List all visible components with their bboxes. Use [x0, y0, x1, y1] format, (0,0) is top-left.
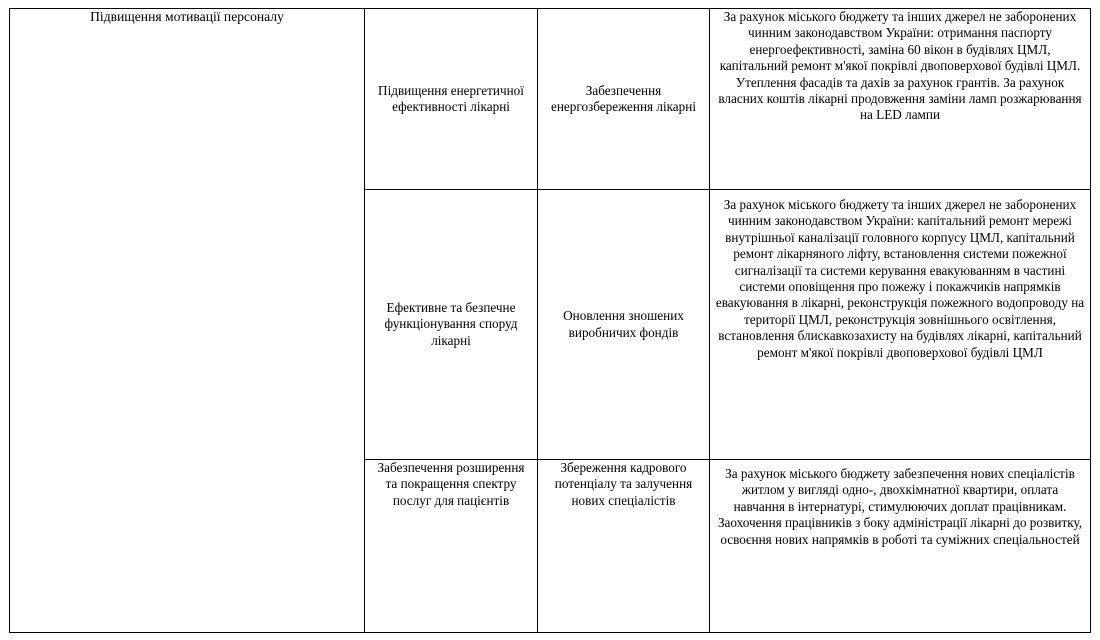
- task-text: Оновлення зношених виробничих фондів: [563, 308, 684, 340]
- direction-text: Підвищення енергетичної ефективності лікарні: [378, 82, 524, 114]
- measures-cell: [710, 9, 1091, 190]
- direction-text: Ефективне та безпечне функціонування споруд лікарні: [384, 299, 518, 348]
- task-cell: [538, 190, 710, 460]
- task-cell: [538, 9, 710, 190]
- task-text: Забезпечення енергозбереження лікарні: [551, 82, 696, 114]
- goal-cell: [10, 9, 365, 633]
- table-row: [10, 9, 1091, 190]
- measures-cell: [710, 190, 1091, 460]
- strategy-table: [9, 8, 1091, 633]
- measures-text: За рахунок міського бюджету та інших джерел не заборонених чинним законодавством України: капітальний ремонт мережі внутрішньої каналізації головного корпусу ЦМЛ, капітальний ремонт лікарняного ліфту, встановлення системи пожежної сигналізації та системи керування евакуюванням в частині системи оповіщення про пожежу і покажчиків напрямків евакуювання в лікарні, реконструкція пожежного водопроводу на території ЦМЛ, реконструкція зовнішнього освітлення, встановлення блискавкозахисту на будівлях лікарні, капітальний ремонт м'якої покрівлі двоповерхової будівлі ЦМЛ: [715, 197, 1085, 360]
- direction-cell: [365, 190, 538, 460]
- direction-cell: [365, 460, 538, 633]
- task-text: Збереження кадрового потенціалу та залучення нових спеціалістів: [554, 460, 693, 508]
- measures-cell: [710, 460, 1091, 633]
- direction-text: Забезпечення розширення та покращення спектру послуг для пацієнтів: [377, 460, 525, 508]
- task-cell: [538, 460, 710, 633]
- goal-text: Підвищення мотивації персоналу: [90, 9, 284, 24]
- direction-cell: [365, 9, 538, 190]
- measures-text: За рахунок міського бюджету забезпечення нових спеціалістів житлом у вигляді одно-, двохкімнатної квартири, оплата навчання в інтернатурі, стимулюючих доплат працівникам. Заохочення працівників з боку адміністрації лікарні до розвитку, освоєння нових напрямків в роботі та суміжних спеціальностей: [717, 466, 1083, 547]
- measures-text: За рахунок міського бюджету та інших джерел не заборонених чинним законодавством України: отримання паспорту енергоефективності, заміна 60 вікон в будівлях ЦМЛ, капітальний ремонт м'якої покрівлі двоповерхової будівлі ЦМЛ. Утеплення фасадів та дахів за рахунок грантів. За рахунок власних коштів лікарні продовження заміни ламп розжарювання на LED лампи: [718, 9, 1082, 123]
